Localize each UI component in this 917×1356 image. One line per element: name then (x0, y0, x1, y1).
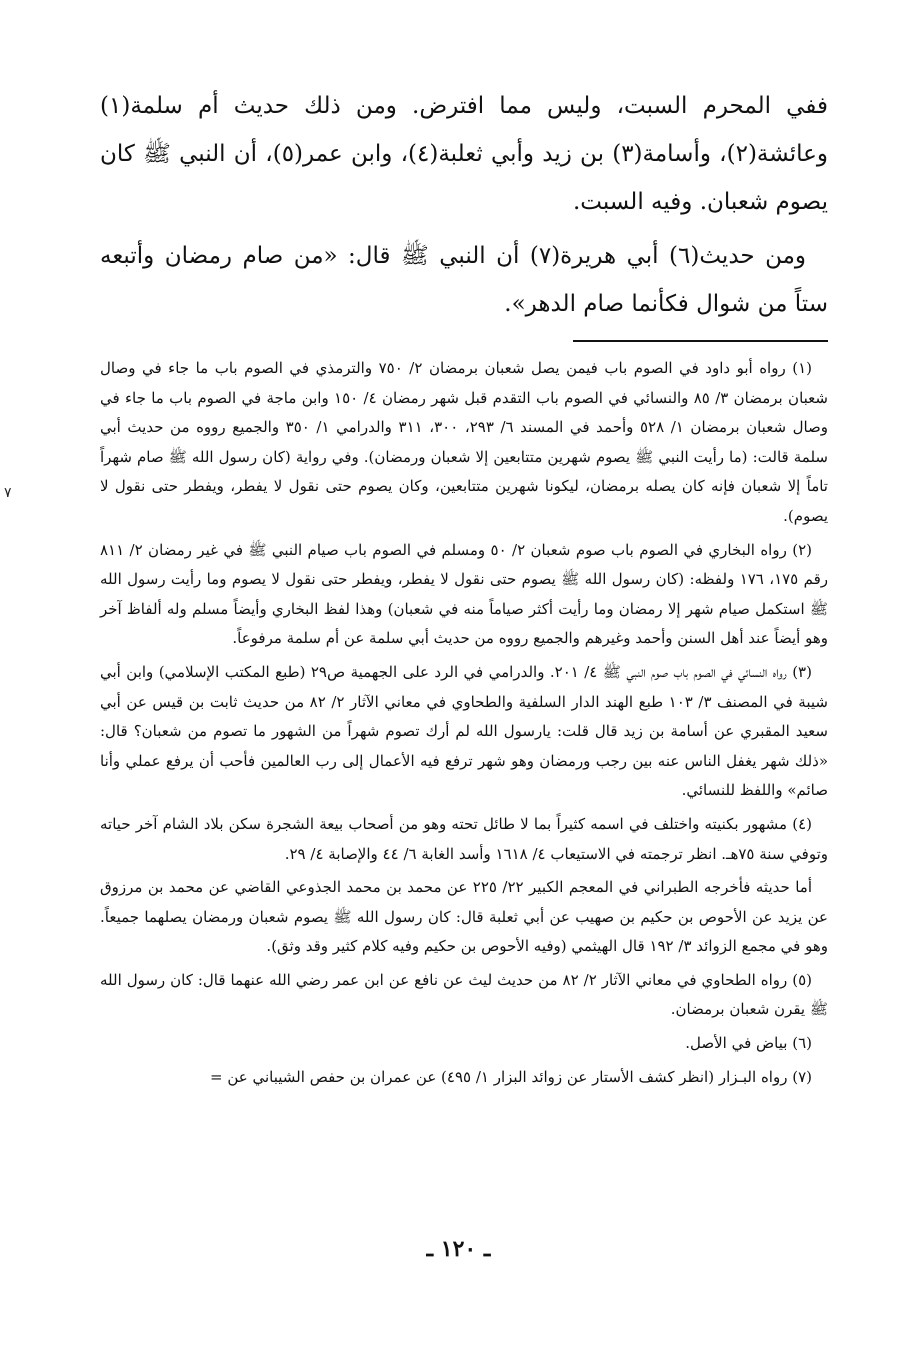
footnote-1: (١) رواه أبو داود في الصوم باب فيمن يصل شعبان برمضان ٢/ ٧٥٠ والترمذي في الصوم باب ما جاء في وصال شعبان برمضان ٣/ ٨٥ والنسائي في الصوم باب التقدم قبل شهر رمضان ٤/ ١٥٠ وابن ماجة في الصوم باب ما جاء في وصال شعبان برمضان ١/ ٥٢٨ وأحمد في المسند ٦/ ٢٩٣، ٣٠٠، ٣١١ والدرامي ١/ ٣٥٠ والجميع رووه من حديث أبي سلمة قالت: (ما رأيت النبي ﷺ يصوم شهرين متتابعين إلا شعبان ورمضان). وفي رواية (كان رسول الله ﷺ صام شهراً تاماً إلا شعبان فإنه كان يصله برمضان، ليكونا شهرين متتابعين، وكان يصوم حتى نقول لا يفطر، ويفطر حتى نقول لا يصوم). (100, 359, 829, 525)
footnote-4: (٤) مشهور بكنيته واختلف في اسمه كثيراً بما لا طائل تحته وهو من أصحاب بيعة الشجرة سكن بلاد الشام آخر حياته وتوفي سنة ٧٥هـ. انظر ترجمته في الاستيعاب ٤/ ١٦١٨ وأسد الغابة ٦/ ٤٤ والإصابة ٤/ ٢٩. (100, 814, 828, 863)
footnote-3: (٣) رواه النسائي في الصوم باب صوم النبي ﷺ ٤/ ٢٠١. والدرامي في الرد على الجهمية ص٢٩ (طبع المكتب الإسلامي) وابن أبي شيبة في المصنف ٣/ ١٠٣ طبع الهند الدار السلفية والطحاوي في معاني الآثار ٢/ ٨٢ من حديث ثابت بن قيس عن أبي سعيد المقبري عن أسامة بن زيد قال قلت: يارسول الله لم أرك تصوم شهراً من الشهور ما تصوم من شعبان؟ قال: «ذلك شهر يغفل الناس عنه بين رجب ورمضان وهو شهر ترفع فيه الأعمال إلى رب العالمين فأحب أن يرفع عملي وأنا صائم» واللفظ للنسائي. (100, 662, 828, 800)
footnote-separator (573, 340, 828, 342)
footnote-7: (٧) رواه البـزار (انظر كشف الأستار عن زوائد البزار ١/ ٤٩٥) عن عمران بن حفص الشيباني عن = (210, 1067, 812, 1086)
footnote-5: (٥) رواه الطحاوي في معاني الآثار ٢/ ٨٢ من حديث ليث عن نافع عن ابن عمر رضي الله عنهما قال: كان رسول الله ﷺ يقرن شعبان برمضان. (100, 970, 828, 1019)
main-paragraph-1: ففي المحرم السبت، وليس مما افترض. ومن ذلك حديث أم سلمة(١) وعائشة(٢)، وأسامة(٣) بن زيد وأبي ثعلبة(٤)، وابن عمر(٥)، أن النبي ﷺ كان يصوم شعبان. وفيه السبت. (100, 93, 828, 215)
footnote-6: (٦) بياض في الأصل. (685, 1034, 812, 1053)
footnote-2: (٢) رواه البخاري في الصوم باب صوم شعبان ٢/ ٥٠ ومسلم في الصوم باب صيام النبي ﷺ في غير رمضان ٢/ ٨١١ رقم ١٧٥، ١٧٦ ولفظه: (كان رسول الله ﷺ يصوم حتى نقول لا يفطر، ويفطر حتى نقول لا يصوم وما رأيت رسول الله ﷺ استكمل صيام شهر إلا رمضان وما رأيت أكثر صياماً منه في شعبان) وهذا لفظ البخاري وأيضاً مسلم وله ألفاظ آخر وهو أيضاً عند أهل السنن وأحمد وغيرهم والجميع رووه من حديث أبي سلمة عن أم سلمة مرفوعاً. (100, 540, 828, 648)
main-paragraph-2: ومن حديث(٦) أبي هريرة(٧) أن النبي ﷺ قال: «من صام رمضان وأتبعه ستاً من شوال فكأنما صام الدهر». (100, 243, 828, 317)
page-number: ـ ١٢٠ ـ (426, 1236, 491, 1262)
margin-mark: ٧ (4, 485, 12, 501)
footnote-4-continuation: أما حديثه فأخرجه الطبراني في المعجم الكبير ٢٢/ ٢٢٥ عن محمد بن محمد الجذوعي القاضي عن محمد بن مرزوق عن يزيد عن الأحوص بن حكيم بن صهيب عن أبي ثعلبة قال: كان رسول الله ﷺ يصوم شعبان ورمضان يصلهما جميعاً. وهو في مجمع الزوائد ٣/ ١٩٢ قال الهيثمي (وفيه الأحوص بن حكيم وفيه كلام كثير وقد وثق). (100, 878, 828, 956)
book-page (100, 82, 828, 1096)
main-text (100, 82, 828, 328)
footnotes (100, 354, 828, 1092)
